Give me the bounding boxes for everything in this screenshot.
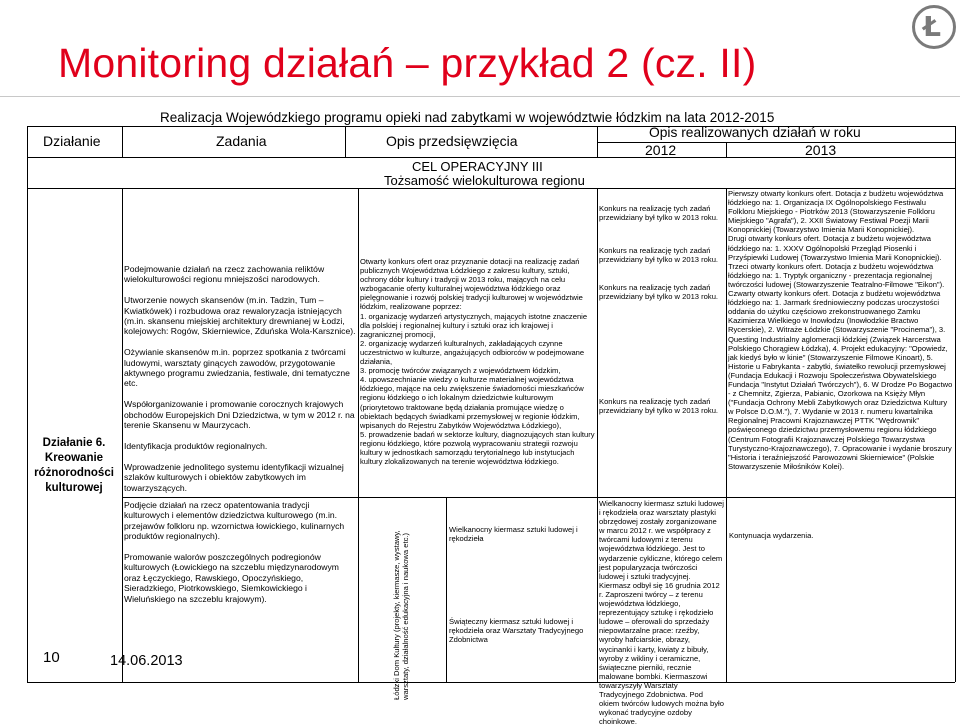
grid-line xyxy=(597,188,598,682)
grid-line xyxy=(27,126,28,682)
grid-line xyxy=(358,188,359,682)
header-year-2012: 2012 xyxy=(645,142,677,158)
grid-line xyxy=(726,188,727,682)
cel-subtitle: Tożsamość wielokulturowa regionu xyxy=(384,173,585,188)
result-2013-b: Wielkanocny kiermasz sztuki ludowej i rękodzieła oraz warsztaty plastyki obrzędowej zostały zorganizowane w marcu 2012 r. we współpracy z twórcami ludowymi z terenu województwa łódzkiego. Jest to wydarzenie cykliczne, którego celem jest popularyzacja twórczości ludowej i sztuki tradycyjnej. Kiermasz odbył się 16 grudnia 2012 r. Zaproszeni twórcy – z terenu województwa łódzkiego, reprezentujący sztukę i rękodzieło ludowe – oferowali do sprzedaży niepowtarzalne prace: rzeźby, wyroby hafciarskie, obrazy, wycinanki i karty, kwiaty z bibuły, wyroby z wikliny i ceramiczne, świąteczne pierniki, recznie malowane bombki. Kiermaszowi towarzyszyły Warsztaty Tradycyjnego Zdobnictwa. Pod okiem twórców ludowych można było wykonać tradycyjne ozdoby choinkowe. xyxy=(599,499,724,726)
program-title: Realizacja Wojewódzkiego programu opieki nad zabytkami w województwie łódzkim na lata 2012-2015 xyxy=(160,110,775,125)
result-2013-b-right: Kontynuacja wydarzenia. xyxy=(729,531,814,540)
result-2013-a: Pierwszy otwarty konkurs ofert. Dotacja z budżetu województwa łódzkiego na: 1. Organizacja IX Ogólnopolskiego Festiwalu Folkloru Miejskiego - Piotrków 2013 (Stowarzyszenie Folkloru Miejskiego "Agrafa"), 2. XXII Światowy Festiwal Poezji Marii Konopnickiej (Towarzystwo Imienia Marii Konopnickiej). Drugi otwarty konkurs ofert. Dotacja z budżetu województwa łódzkiego na: 1. XXXV Ogólnopolski Przegląd Piosenki i Przyśpiewki Ludowej (Towarzystwo Imienia Marii Konopnickiej). Trzeci otwarty konkurs ofert. Dotacja z budżetu województwa łódzkiego na: 1. Tryptyk organiczny - prezentacja regionalnej twórczości ludowej (Stowarzyszenie Teatralno-Filmowe "Eikon"). Czwarty otwarty konkurs ofert. Dotacja z budżetu województwa łódzkiego na: 1. Jarmark średniowieczny podczas uroczystości oddania do użytku częściowo zrekonstruowanego Zamku Kazimierza Wielkiego w Inowłodzu (Inowłodzkie Bractwo Rycerskie), 2. Witraże Łódzkie (Stowarzyszenie "Procinema"), 3. Questing Industrialny aglomeracji łódzkiej (Związek Harcerstwa Polskiego Chorągiew Łódzka), 4. Projekt edukacyjny: "Opowiedz, jak kiedyś było w kinie" (Stowarzyszenie Filmowe Kinoart), 5. Historie u Fabrykanta - zabytki, światełko rewolucji przemysłowej (Fundacja Edukacji i Rozwoju Społeczeństwa Obywatelskiego Fundacja "Instytut Działań Twórczych"), 6. W Drodze Po Bogactwo - z Chemnitz, Zgierza, Pabianic, Ozorkowa na Księży Młyn ("Fundacja Ochrony Mebli Zabytkowych oraz Dziedzictwa Kultury w Polsce D.O.M."), 7. Wydanie w 2013 r. numeru kwartalnika Regionalnej Pracowni Krajoznawczej PTTK "Wędrownik" poświęconego dziedzictwu przemysłowemu regionu łódzkiego (Centrum Fotografii Krajoznawczej Polskiego Towarzystwa Turystyczno-Krajoznawczego), 7. Opracowanie i wydanie broszury "Historia i teraźniejszość Parowozowni Skierniewice" (Polskie Stowarzyszenie Miłośników Kolei). xyxy=(728,189,953,471)
title-divider xyxy=(0,96,960,97)
grid-line xyxy=(122,188,123,682)
header-zadania: Zadania xyxy=(216,133,267,149)
slide-title: Monitoring działań – przykład 2 (cz. II) xyxy=(58,40,757,86)
logo-glyph: Ł xyxy=(923,10,941,43)
grid-line xyxy=(726,142,727,157)
grid-line xyxy=(446,497,447,682)
page-number: 10 xyxy=(43,649,60,666)
grid-line xyxy=(122,126,123,157)
action-label: Działanie 6. Kreowanie różnorodności kulturowej xyxy=(34,437,114,494)
header-opis-realizowanych: Opis realizowanych działań w roku xyxy=(649,125,861,140)
result-2012-b: Konkurs na realizację tych zadań przewidziany był tylko w 2013 roku. xyxy=(599,246,719,265)
grid-line xyxy=(122,497,955,498)
description-block-2: Łódzki Dom Kultury (projekty, kiermasze, wystawy, warsztaty, działalność edukacyjna i naukowa etc.) xyxy=(392,530,410,700)
grid-line xyxy=(597,126,598,157)
grid-line xyxy=(27,682,955,683)
lodz-region-logo xyxy=(912,5,956,49)
result-2012-d: Konkurs na realizację tych zadań przewidziany był tylko w 2013 roku. xyxy=(599,397,719,416)
tasks-block-2: Podjęcie działań na rzecz opatentowania tradycji kulturowych i elementów dziedzictwa kulturowego (m.in. przejawów folkloru np. wzornictwa łowickiego, kulinarnych produktów regionalnych). Promowanie walorów poszczególnych podregionów kulturowych (Łowickiego na szczeblu międzynarodowym oraz Łęczyckiego, Rawskiego, Opoczyńskiego, Sieradzkiego, Piotrkowskiego, Siemkowickiego i Wieluńskiego na szczeblu krajowym). xyxy=(124,500,345,604)
description-block-1: Otwarty konkurs ofert oraz przyznanie dotacji na realizację zadań publicznych Województwa Łódzkiego z zakresu kultury, sztuki, ochrony dóbr kultury i tradycji w 2013 roku, mających na celu wzbogacanie oferty kulturalnej województwa łódzkiego oraz pielęgnowanie i rozwój polskiej tradycji kulturowej w województwie łódzkim, realizowane poprzez: 1. organizację wydarzeń artystycznych, mających istotne znaczenie dla polskiej i regionalnej kultury i sztuki oraz ich krajowej i zagranicznej promocji, 2. organizację wydarzeń kulturalnych, zakładających czynne uczestnictwo w kulturze, angażujących odbiorców w podejmowane działania, 3. promocję twórców związanych z województwem łódzkim, 4. upowszechnianie wiedzy o kulturze materialnej województwa łódzkiego, mające na celu zwiększenie świadomości mieszkańców regionu łódzkiego o ich lokalnym dziedzictwie kulturowym (priorytetowo traktowane będą działania promujące wiedzę o obiektach będących świadkami przemysłowej w regionie łódzkim, wpisanych do Rejestru Zabytków Województwa Łódzkiego), 5. prowadzenie badań w sektorze kultury, diagnozujących stan kultury regionu łódzkiego, które pozwolą wypracowaniu strategii rozwoju kultury w jednostkach samorządu terytorialnego lub instytucjach kultury zlokalizowanych na terenie województwa łódzkiego. xyxy=(360,257,595,467)
result-2012-f: Świąteczny kiermasz sztuki ludowej i rękodzieła oraz Warsztaty Tradycyjnego Zdobnictwa xyxy=(449,617,584,645)
result-2012-a: Konkurs na realizację tych zadań przewidziany był tylko w 2013 roku. xyxy=(599,204,719,223)
grid-line xyxy=(955,126,956,682)
result-2012-e: Wielkanocny kiermasz sztuki ludowej i rękodzieła xyxy=(449,525,578,544)
tasks-block-1: Podejmowanie działań na rzecz zachowania reliktów wielokulturowości regionu mniejszości narodowych. Utworzenie nowych skansenów (m.in. Tadzin, Tum – Kwiatkówek) i rozbudowa oraz rewaloryzacja istniejących (m.in. skansenu miejskiej architektury drewnianej w Łodzi, kolejowych: Rogów, Skierniewice, Zduńska Wola-Karsznice). Ożywianie skansenów m.in. poprzez spotkania z twórcami ludowymi, warsztaty ginących zawodów, przygotowanie aktywnego programu zwiedzania, festiwale, dni tematyczne etc. Współorganizowanie i promowanie corocznych krajowych obchodów Europejskich Dni Dziedzictwa, w tym w 2012 r. na terenie Skansenu w Maurzycach. Identyfikacja produktów regionalnych. Wprowadzenie jednolitego systemu identyfikacji wizualnej szlaków kulturowych i obiektów zabytkowych im towarzyszących. xyxy=(124,264,356,493)
result-2012-c: Konkurs na realizację tych zadań przewidziany był tylko w 2013 roku. xyxy=(599,283,719,302)
header-year-2013: 2013 xyxy=(805,142,837,158)
header-opis-przedsiewziecia: Opis przedsięwzięcia xyxy=(386,133,518,149)
grid-line xyxy=(345,126,346,157)
footer-date: 14.06.2013 xyxy=(110,653,183,669)
cel-title: CEL OPERACYJNY III xyxy=(412,159,543,174)
header-dzialanie: Działanie xyxy=(43,133,101,149)
